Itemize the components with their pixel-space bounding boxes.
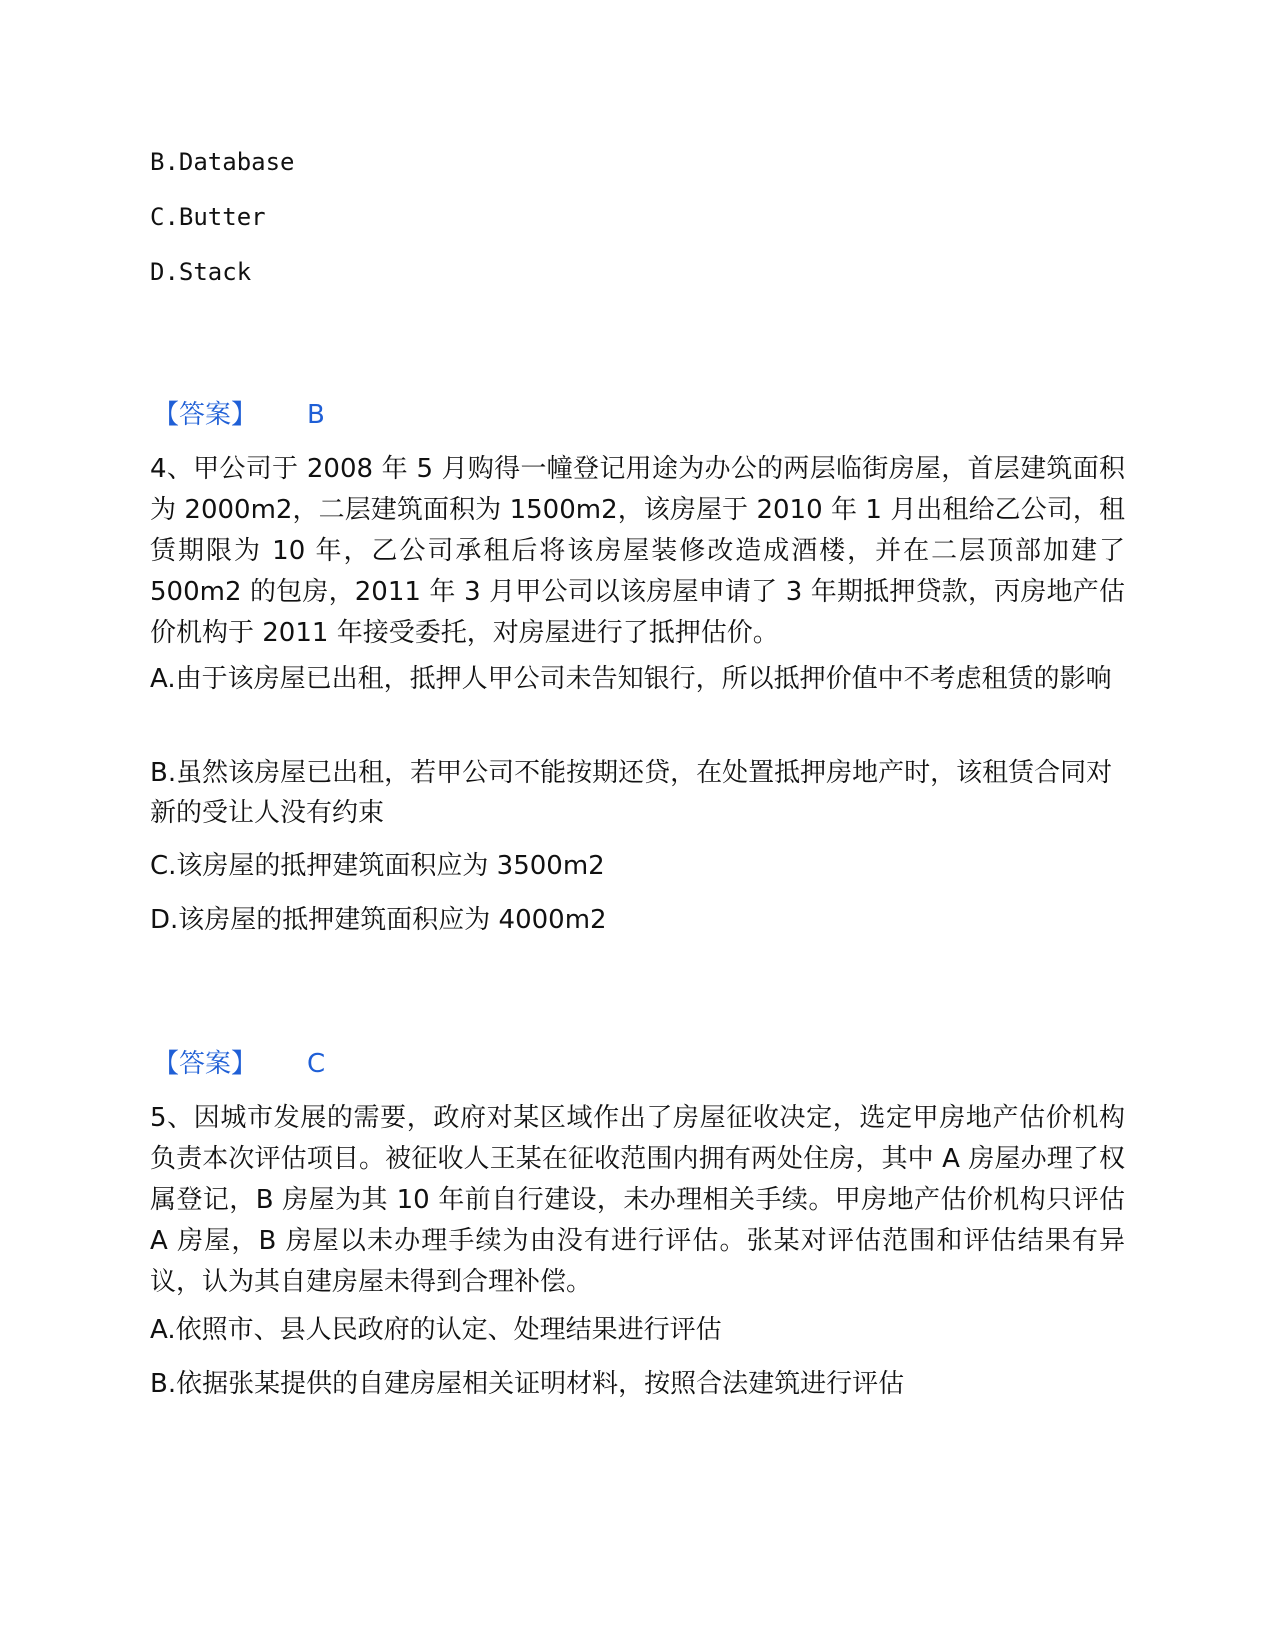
answer-label: 【答案】 [153, 400, 258, 430]
q5-option-a: A.依照市、县人民政府的认定、处理结果进行评估 [150, 1315, 722, 1345]
q3-option-b: B.Database [150, 148, 295, 176]
q5-option-b: B.依据张某提供的自建房屋相关证明材料，按照合法建筑进行评估 [150, 1369, 905, 1399]
q4-option-a: A.由于该房屋已出租，抵押人甲公司未告知银行，所以抵押价值中不考虑租赁的影响 [150, 664, 1112, 694]
q4-stem: 4、甲公司于 2008 年 5 月购得一幢登记用途为办公的两层临街房屋，首层建筑面积为 2000m2，二层建筑面积为 1500m2，该房屋于 2010 年 1 月出租给乙公司，租赁期限为 10 年，乙公司承租后将该房屋装修改造成酒楼，并在二层顶部加建了 500m2 的包房，2011 年 3 月甲公司以该房屋申请了 3 年期抵押贷款，丙房地产估价机构于 2011 年接受委托，对房屋进行了抵押估价。 [150, 454, 1125, 648]
q3-option-d: D.Stack [150, 258, 252, 286]
answer-value: B [307, 400, 325, 430]
q4-option-b: B.虽然该房屋已出租，若甲公司不能按期还贷，在处置抵押房地产时，该租赁合同对新的受让人没有约束 [150, 758, 1113, 828]
answer-label: 【答案】 [153, 1049, 258, 1079]
q4-option-d: D.该房屋的抵押建筑面积应为 4000m2 [150, 905, 607, 935]
q5-stem: 5、因城市发展的需要，政府对某区域作出了房屋征收决定，选定甲房地产估价机构负责本次评估项目。被征收人王某在征收范围内拥有两处住房，其中 A 房屋办理了权属登记，B 房屋为其 10 年前自行建设，未办理相关手续。甲房地产估价机构只评估 A 房屋，B 房屋以未办理手续为由没有进行评估。张某对评估范围和评估结果有异议，认为其自建房屋未得到合理补偿。 [150, 1103, 1125, 1297]
q3-answer [153, 400, 325, 430]
q4-option-c: C.该房屋的抵押建筑面积应为 3500m2 [150, 851, 605, 881]
answer-value: C [307, 1049, 326, 1079]
q3-option-c: C.Butter [150, 203, 266, 231]
q4-answer [153, 1049, 325, 1079]
